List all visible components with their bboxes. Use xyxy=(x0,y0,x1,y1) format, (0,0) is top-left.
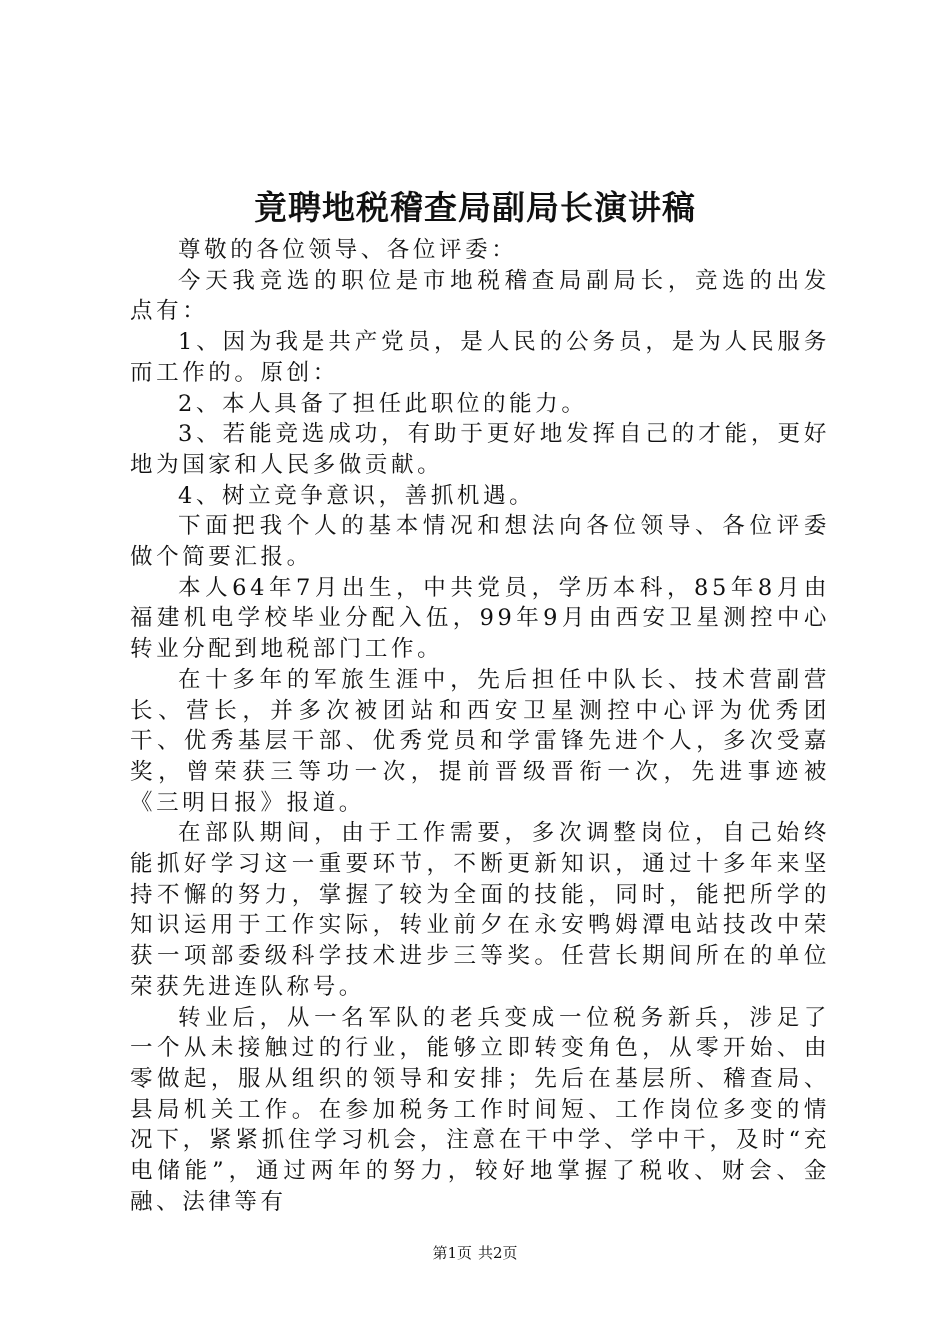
body-paragraph: 3、若能竞选成功，有助于更好地发挥自己的才能，更好地为国家和人民多做贡献。 xyxy=(130,421,830,478)
page-footer xyxy=(0,1243,950,1263)
body-paragraph: 4、树立竞争意识，善抓机遇。 xyxy=(178,482,536,509)
body-paragraph: 在十多年的军旅生涯中，先后担任中队长、技术营副营长、营长，并多次被团站和西安卫星测控中心评为优秀团干、优秀基层干部、优秀党员和学雷锋先进个人，多次受嘉奖，曾荣获三等功一次，提前晋级晋衔一次，先进事迹被《三明日报》报道。 xyxy=(130,666,830,816)
body-paragraph: 本人64年7月出生，中共党员，学历本科，85年8月由福建机电学校毕业分配入伍，99年9月由西安卫星测控中心转业分配到地税部门工作。 xyxy=(130,574,830,663)
body-paragraph: 今天我竞选的职位是市地税稽查局副局长，竞选的出发点有： xyxy=(130,267,830,325)
document-body xyxy=(130,235,830,1218)
total-pages: 共2页 xyxy=(478,1244,518,1262)
current-page-number: 第1页 xyxy=(432,1244,472,1262)
salutation-paragraph: 尊敬的各位领导、各位评委： xyxy=(178,237,518,263)
body-paragraph: 在部队期间，由于工作需要，多次调整岗位，自己始终能抓好学习这一重要环节，不断更新知识，通过十多年来坚持不懈的努力，掌握了较为全面的技能，同时，能把所学的知识运用于工作实际，转业前夕在永安鸭姆潭电站技改中荣获一项部委级科学技术进步三等奖。任营长期间所在的单位荣获先进连队称号。 xyxy=(130,820,830,1000)
body-paragraph: 下面把我个人的基本情况和想法向各位领导、各位评委做个简要汇报。 xyxy=(130,513,830,571)
body-paragraph: 2、本人具备了担任此职位的能力。 xyxy=(178,390,588,417)
body-paragraph: 转业后，从一名军队的老兵变成一位税务新兵，涉足了一个从未接触过的行业，能够立即转变角色，从零开始、由零做起，服从组织的领导和安排；先后在基层所、稽查局、县局机关工作。在参加税务工作时间短、工作岗位多变的情况下，紧紧抓住学习机会，注意在干中学、学中干，及时“充电储能”，通过两年的努力，较好地掌握了税收、财会、金融、法律等有 xyxy=(130,1004,830,1215)
body-paragraph: 1、因为我是共产党员，是人民的公务员，是为人民服务而工作的。原创： xyxy=(130,329,830,386)
document-title: 竟聘地税稽查局副局长演讲稿 xyxy=(254,188,696,227)
